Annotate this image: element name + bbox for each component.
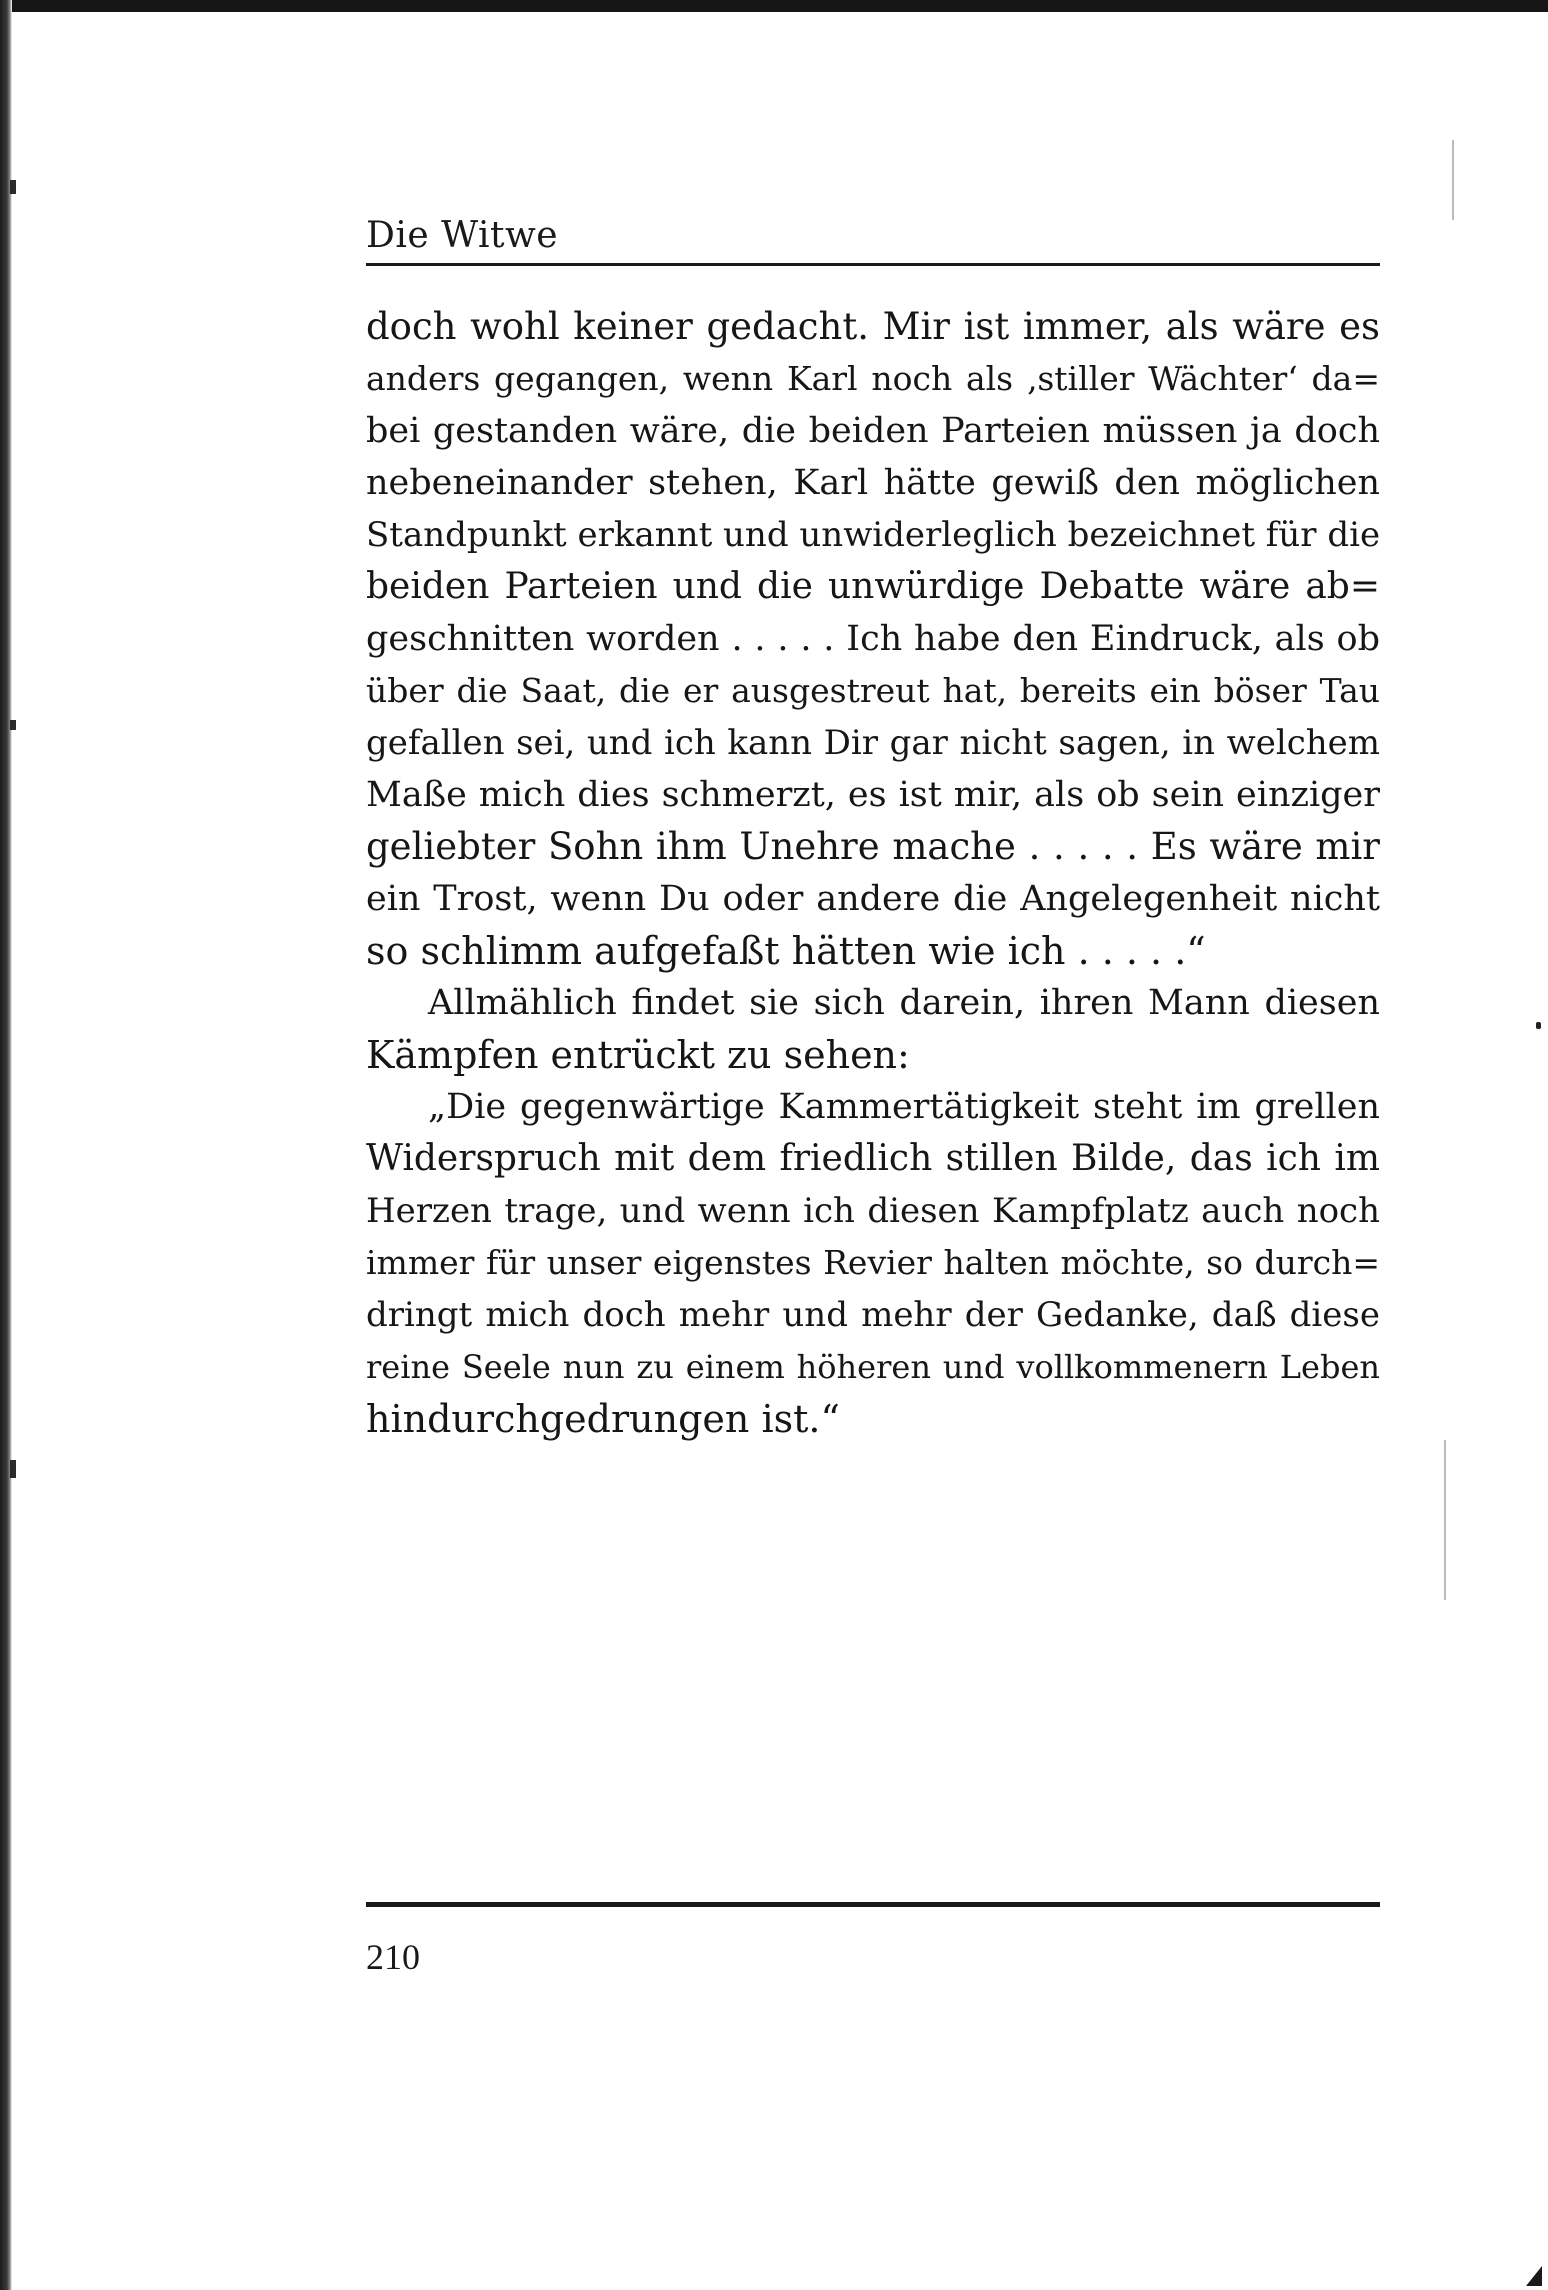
text-line: bei gestanden wäre, die beiden Parteien müssen ja doch bbox=[366, 411, 1380, 451]
footer-rule bbox=[366, 1902, 1380, 1907]
text-line: reine Seele nun zu einem höheren und vollkommenern Leben bbox=[366, 1348, 1380, 1386]
scan-speck bbox=[10, 180, 16, 194]
text-line: „Die gegenwärtige Kammertätigkeit steht im grellen bbox=[428, 1087, 1380, 1127]
running-title: Die Witwe bbox=[366, 215, 559, 256]
text-line: Widerspruch mit dem friedlich stillen Bilde, das ich im bbox=[366, 1138, 1380, 1179]
text-line: beiden Parteien und die unwürdige Debatte wäre ab= bbox=[366, 566, 1380, 607]
text-line: geschnitten worden . . . . . Ich habe den Eindruck, als ob bbox=[366, 619, 1380, 659]
text-line: gefallen sei, und ich kann Dir gar nicht sagen, in welchem bbox=[366, 723, 1380, 763]
text-line: dringt mich doch mehr und mehr der Gedanke, daß diese bbox=[366, 1295, 1380, 1335]
text-line: geliebter Sohn ihm Unehre mache . . . . . Es wäre mir bbox=[366, 825, 1380, 868]
text-line: immer für unser eigenstes Revier halten möchte, so durch= bbox=[366, 1243, 1380, 1282]
text-line: Allmählich findet sie sich darein, ihren Mann diesen bbox=[428, 983, 1380, 1023]
text-line: Herzen trage, und wenn ich diesen Kampfplatz auch noch bbox=[366, 1191, 1380, 1231]
text-line: Maße mich dies schmerzt, es ist mir, als ob sein einziger bbox=[366, 775, 1380, 815]
page-top-edge bbox=[0, 0, 1548, 12]
scan-speck bbox=[10, 1460, 16, 1478]
text-line: doch wohl keiner gedacht. Mir ist immer, als wäre es bbox=[366, 305, 1380, 348]
text-line: hindurchgedrungen ist.“ bbox=[366, 1397, 840, 1441]
text-line: so schlimm aufgefaßt hätten wie ich . . . . .“ bbox=[366, 929, 1206, 973]
scan-mark bbox=[1536, 1022, 1541, 1029]
scan-noise bbox=[1452, 140, 1454, 220]
text-line: ein Trost, wenn Du oder andere die Angelegenheit nicht bbox=[366, 879, 1380, 919]
text-line: anders gegangen, wenn Karl noch als ‚stiller Wächter‘ da= bbox=[366, 359, 1380, 398]
page-left-edge bbox=[0, 0, 12, 2290]
scan-noise bbox=[1444, 1440, 1446, 1600]
page-number: 210 bbox=[366, 1937, 420, 1977]
text-line: über die Saat, die er ausgestreut hat, bereits ein böser Tau bbox=[366, 671, 1380, 710]
text-line: Kämpfen entrückt zu sehen: bbox=[366, 1033, 910, 1077]
header-rule bbox=[366, 263, 1380, 266]
body-text bbox=[366, 301, 1380, 1445]
text-line: Standpunkt erkannt und unwiderleglich bezeichnet für die bbox=[366, 515, 1381, 555]
scan-speck bbox=[10, 720, 16, 730]
text-line: nebeneinander stehen, Karl hätte gewiß den möglichen bbox=[366, 463, 1380, 503]
page-corner-mark bbox=[1526, 2266, 1542, 2286]
